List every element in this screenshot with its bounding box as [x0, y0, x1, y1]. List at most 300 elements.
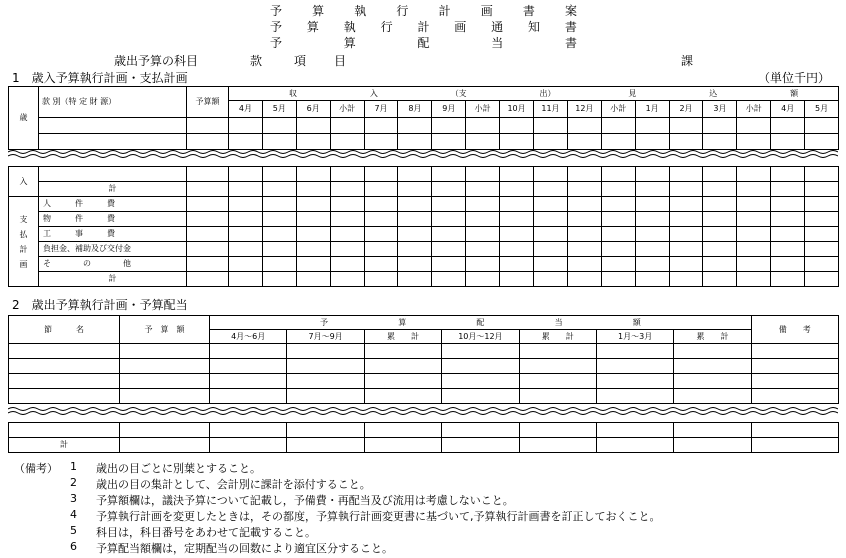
table-cell: [432, 227, 466, 242]
table-cell: [601, 118, 635, 134]
table-cell: [534, 182, 568, 197]
table-cell: [296, 118, 330, 134]
table-cell: [805, 272, 839, 287]
table-cell: [262, 197, 296, 212]
month-header: 小計: [601, 101, 635, 118]
table-cell: [287, 359, 364, 374]
haito-header-word: 当: [554, 317, 563, 327]
title-char: 配: [417, 36, 430, 50]
table-cell: [601, 134, 635, 150]
table-cell: [500, 227, 534, 242]
table-cell: [442, 344, 519, 359]
table-cell: [364, 182, 398, 197]
table-cell: [398, 227, 432, 242]
table-cell: [805, 212, 839, 227]
table-cell: [466, 257, 500, 272]
table-cell: [771, 272, 805, 287]
table-cell: [534, 272, 568, 287]
table-cell: [296, 227, 330, 242]
table-cell: [398, 272, 432, 287]
table-cell: [596, 423, 673, 438]
table-cell: [669, 257, 703, 272]
table-cell: [534, 212, 568, 227]
t2-yosan-header: 予 算 額: [120, 316, 210, 344]
table-cell: [737, 118, 771, 134]
title-char: 計: [417, 20, 430, 34]
table-cell: [187, 227, 229, 242]
notes-label: （備考）: [14, 462, 58, 475]
table-cell: [364, 167, 398, 182]
haito-header-word: 予: [320, 317, 328, 327]
table-cell: [567, 257, 601, 272]
table-cell: [296, 242, 330, 257]
table-cell: [669, 212, 703, 227]
table-cell: [596, 374, 673, 389]
setsumei-header: 節 名: [9, 316, 120, 344]
table-cell: [596, 389, 673, 404]
table-cell: [364, 423, 441, 438]
table-cell: [120, 438, 210, 453]
item-label: そ の 他: [39, 257, 187, 272]
month-header: 7月: [364, 101, 398, 118]
table-cell: [398, 118, 432, 134]
table-cell: [432, 118, 466, 134]
title-line-1: [270, 2, 577, 19]
table-cell: [432, 242, 466, 257]
table-cell: [262, 257, 296, 272]
table-cell: [364, 438, 441, 453]
table-cell: [432, 167, 466, 182]
table-cell: [398, 242, 432, 257]
mikomi-header-word: 込: [709, 88, 718, 98]
title-char: 書: [564, 20, 577, 34]
table-cell: [287, 438, 364, 453]
title-char: 書: [522, 4, 535, 18]
table-cell: [596, 344, 673, 359]
moku-label: 目: [334, 54, 347, 68]
item-label: 物 件 費: [39, 212, 187, 227]
table-cell: [262, 242, 296, 257]
title-char: 計: [438, 4, 451, 18]
mikomi-header-word: （支: [450, 88, 467, 98]
kei2-label: 計: [39, 272, 187, 287]
table-cell: [635, 167, 669, 182]
table-cell: [500, 182, 534, 197]
table-cell: [674, 389, 751, 404]
table-cell: [635, 118, 669, 134]
table-cell: [737, 227, 771, 242]
table-cell: [330, 242, 364, 257]
table-cell: [466, 227, 500, 242]
table-cell: [500, 134, 534, 150]
table-cell: [364, 389, 441, 404]
table-cell: [567, 182, 601, 197]
table-cell: [519, 359, 596, 374]
bikou-header: 備 考: [751, 316, 838, 344]
table-cell: [635, 197, 669, 212]
table-cell: [601, 197, 635, 212]
table-cell: [210, 423, 287, 438]
title-char: 予: [270, 36, 283, 50]
table-cell: [669, 227, 703, 242]
table-cell: [669, 197, 703, 212]
table-cell: [635, 227, 669, 242]
table-cell: [287, 389, 364, 404]
table-cell: [635, 212, 669, 227]
table-cell: [187, 197, 229, 212]
table-cell: [229, 212, 263, 227]
table-cell: [262, 182, 296, 197]
kei-label: 計: [39, 182, 187, 197]
table-cell: [364, 212, 398, 227]
table-cell: [500, 197, 534, 212]
table-cell: [805, 197, 839, 212]
table-cell: [669, 134, 703, 150]
note-number: 4: [70, 508, 77, 521]
table-cell: [296, 134, 330, 150]
table-cell: [364, 374, 441, 389]
table-cell: [805, 167, 839, 182]
table-cell: [771, 242, 805, 257]
month-header: 小計: [330, 101, 364, 118]
table-cell: [771, 257, 805, 272]
table-cell: [398, 197, 432, 212]
haito-header-word: 配: [476, 317, 485, 327]
table-cell: [601, 167, 635, 182]
table-cell: [187, 134, 229, 150]
table-cell: [751, 423, 838, 438]
title-char: 算: [306, 20, 319, 34]
table-cell: [737, 212, 771, 227]
table-cell: [771, 167, 805, 182]
table-cell: [567, 118, 601, 134]
table-cell: [500, 212, 534, 227]
table-cell: [262, 212, 296, 227]
table-cell: [9, 389, 120, 404]
title-char: 行: [380, 20, 393, 34]
table-cell: [703, 242, 737, 257]
month-header: 9月: [432, 101, 466, 118]
table-cell: [519, 423, 596, 438]
table-cell: [635, 242, 669, 257]
table-cell: [500, 242, 534, 257]
month-header: 5月: [805, 101, 839, 118]
month-header: 小計: [466, 101, 500, 118]
table-cell: [229, 197, 263, 212]
table-cell: [296, 272, 330, 287]
table-cell: [398, 134, 432, 150]
table-cell: [229, 227, 263, 242]
table-cell: [669, 272, 703, 287]
table-cell: [703, 182, 737, 197]
table-cell: [9, 374, 120, 389]
table-cell: [635, 257, 669, 272]
title-char: 執: [343, 20, 356, 34]
haito-header: [210, 316, 752, 330]
table-cell: [519, 438, 596, 453]
mikomi-header-word: 額: [790, 88, 799, 98]
title-char: 通: [491, 20, 504, 34]
shiharai-label: 支 払 計 画: [9, 197, 39, 287]
nyu-label: 入: [9, 167, 39, 197]
haito-col-header: 4月〜6月: [210, 330, 287, 344]
table-cell: [751, 359, 838, 374]
table-cell: [805, 257, 839, 272]
section1-title: 1 歳入予算執行計画・支払計画: [12, 71, 188, 85]
break-wave-2: [8, 407, 838, 415]
table-cell: [210, 374, 287, 389]
table-cell: [534, 227, 568, 242]
table-cell: [296, 197, 330, 212]
month-header: 3月: [703, 101, 737, 118]
title-char: 知: [528, 20, 541, 34]
table-cell: [296, 257, 330, 272]
table-cell: [364, 257, 398, 272]
table-cell: [229, 272, 263, 287]
note-text: 科目は，科目番号をあわせて記載すること。: [96, 526, 316, 539]
table-cell: [120, 389, 210, 404]
table-cell: [737, 167, 771, 182]
table-cell: [669, 182, 703, 197]
table-cell: [187, 242, 229, 257]
table-cell: [262, 118, 296, 134]
mikomi-header: [229, 87, 839, 101]
table-cell: [229, 257, 263, 272]
table-cell: [432, 212, 466, 227]
note-text: 予算額欄は，議決予算について記載し，予備費・再配当及び流用は考慮しないこと。: [96, 494, 514, 507]
table-cell: [771, 212, 805, 227]
table-cell: [601, 257, 635, 272]
table-cell: [229, 167, 263, 182]
mikomi-header-word: 出）: [539, 88, 556, 98]
table-cell: [229, 182, 263, 197]
table-cell: [330, 257, 364, 272]
table-cell: [771, 134, 805, 150]
table-cell: [567, 212, 601, 227]
haito-col-header: 7月〜9月: [287, 330, 364, 344]
table-cell: [534, 242, 568, 257]
table-cell: [210, 359, 287, 374]
note-number: 2: [70, 476, 77, 489]
haito-table-bottom: [8, 422, 839, 453]
month-header: 8月: [398, 101, 432, 118]
table-cell: [330, 118, 364, 134]
table-cell: [669, 118, 703, 134]
table-cell: [669, 167, 703, 182]
table-cell: [567, 197, 601, 212]
table-cell: [737, 242, 771, 257]
table-cell: [398, 212, 432, 227]
table-cell: [601, 242, 635, 257]
table-cell: [9, 344, 120, 359]
table-cell: [229, 134, 263, 150]
table-cell: [120, 344, 210, 359]
table-cell: [229, 242, 263, 257]
haito-header-word: 算: [398, 317, 407, 327]
table-cell: [9, 423, 120, 438]
table-cell: [703, 212, 737, 227]
title-char: 案: [564, 4, 577, 18]
table-cell: [187, 212, 229, 227]
table-cell: [210, 344, 287, 359]
table-cell: [534, 257, 568, 272]
title-line-3: [270, 34, 577, 51]
title-char: 予: [270, 20, 283, 34]
title-char: 算: [343, 36, 356, 50]
haito-col-header: 累 計: [519, 330, 596, 344]
table-cell: [805, 182, 839, 197]
table-cell: [364, 134, 398, 150]
table-cell: [466, 197, 500, 212]
table-cell: [229, 118, 263, 134]
table-cell: [187, 257, 229, 272]
title-char: 算: [312, 4, 325, 18]
table-cell: [674, 374, 751, 389]
haito-col-header: 10月〜12月: [442, 330, 519, 344]
table-cell: [210, 389, 287, 404]
item-label: 負担金、補助及び交付金: [39, 242, 187, 257]
mikomi-header-word: 見: [628, 88, 637, 98]
haito-col-header: 累 計: [674, 330, 751, 344]
table-cell: [330, 272, 364, 287]
month-header: 10月: [500, 101, 534, 118]
month-header: 1月: [635, 101, 669, 118]
title-char: 執: [354, 4, 367, 18]
table-cell: [432, 182, 466, 197]
table-cell: [567, 227, 601, 242]
table-cell: [567, 272, 601, 287]
table-cell: [500, 257, 534, 272]
haito-col-header: 1月〜3月: [596, 330, 673, 344]
table-cell: [364, 344, 441, 359]
sai-label: 歳: [9, 87, 39, 150]
table-cell: [432, 134, 466, 150]
table-cell: [330, 197, 364, 212]
table-cell: [805, 242, 839, 257]
haito-header-word: 額: [632, 317, 641, 327]
table-cell: [737, 134, 771, 150]
table-cell: [500, 272, 534, 287]
table-cell: [262, 167, 296, 182]
table-cell: [703, 272, 737, 287]
table-cell: [187, 182, 229, 197]
title-char: 画: [480, 4, 493, 18]
table-cell: [296, 167, 330, 182]
table-cell: [601, 272, 635, 287]
table-cell: [534, 197, 568, 212]
table-cell: [442, 374, 519, 389]
month-header: 5月: [262, 101, 296, 118]
table-cell: [674, 359, 751, 374]
kanbetsu-header: 款 別（特 定 財 源）: [39, 87, 187, 118]
table-cell: [703, 134, 737, 150]
table-cell: [466, 182, 500, 197]
table-cell: [442, 359, 519, 374]
table-cell: [287, 423, 364, 438]
title-char: 予: [270, 4, 283, 18]
ka-label: 課: [681, 54, 694, 68]
table-cell: [364, 227, 398, 242]
table-cell: [635, 134, 669, 150]
table-cell: [703, 167, 737, 182]
table-cell: [771, 182, 805, 197]
table-cell: [120, 423, 210, 438]
table-cell: [466, 167, 500, 182]
table-cell: [751, 389, 838, 404]
table-cell: [39, 134, 187, 150]
note-number: 3: [70, 492, 77, 505]
table-cell: [330, 134, 364, 150]
table-cell: [39, 167, 187, 182]
table-cell: [751, 438, 838, 453]
plan-table-bottom: [8, 166, 839, 287]
table-cell: [262, 227, 296, 242]
table-cell: [703, 118, 737, 134]
table-cell: [296, 182, 330, 197]
table-cell: [674, 344, 751, 359]
table-cell: [567, 134, 601, 150]
table-cell: [330, 212, 364, 227]
table-cell: [703, 227, 737, 242]
table-cell: [262, 272, 296, 287]
subject-label: 歳出予算の科目: [114, 54, 199, 68]
table-cell: [771, 118, 805, 134]
table-cell: [534, 134, 568, 150]
note-number: 5: [70, 524, 77, 537]
table-cell: [466, 134, 500, 150]
item-label: 工 事 費: [39, 227, 187, 242]
table-cell: [534, 167, 568, 182]
plan-table-top: [8, 86, 839, 150]
table-cell: [287, 344, 364, 359]
table-cell: [567, 242, 601, 257]
table-cell: [596, 438, 673, 453]
table-cell: [120, 374, 210, 389]
table-cell: [805, 118, 839, 134]
note-text: 歳出の目の集計として、会計別に課計を添付すること。: [96, 478, 371, 491]
month-header: 11月: [534, 101, 568, 118]
section2-title: 2 歳出予算執行計画・予算配当: [12, 298, 188, 312]
table-cell: [364, 359, 441, 374]
table-cell: [519, 389, 596, 404]
table-cell: [500, 118, 534, 134]
haito-col-header: 累 計: [364, 330, 441, 344]
table-cell: [737, 182, 771, 197]
table-cell: [466, 242, 500, 257]
table-cell: [674, 438, 751, 453]
note-number: 6: [70, 540, 77, 553]
table-cell: [567, 167, 601, 182]
table-cell: [805, 134, 839, 150]
note-text: 予算執行計画を変更したときは，その都度，予算執行計画変更書に基づいて,予算執行計画書を訂正しておくこと。: [96, 510, 661, 523]
month-header: 小計: [737, 101, 771, 118]
month-header: 2月: [669, 101, 703, 118]
note-text: 予算配当額欄は，定期配当の回数により適宜区分すること。: [96, 542, 393, 555]
kan-label: 款: [250, 54, 263, 68]
t2-kei-label: 計: [9, 438, 120, 453]
table-cell: [596, 359, 673, 374]
unit-label: （単位千円）: [758, 71, 831, 85]
table-cell: [737, 197, 771, 212]
table-cell: [669, 242, 703, 257]
title-char: 行: [396, 4, 409, 18]
title-line-2: [270, 18, 577, 35]
table-cell: [187, 167, 229, 182]
table-cell: [703, 197, 737, 212]
table-cell: [9, 359, 120, 374]
break-wave-1: [8, 150, 838, 158]
title-char: 画: [454, 20, 467, 34]
